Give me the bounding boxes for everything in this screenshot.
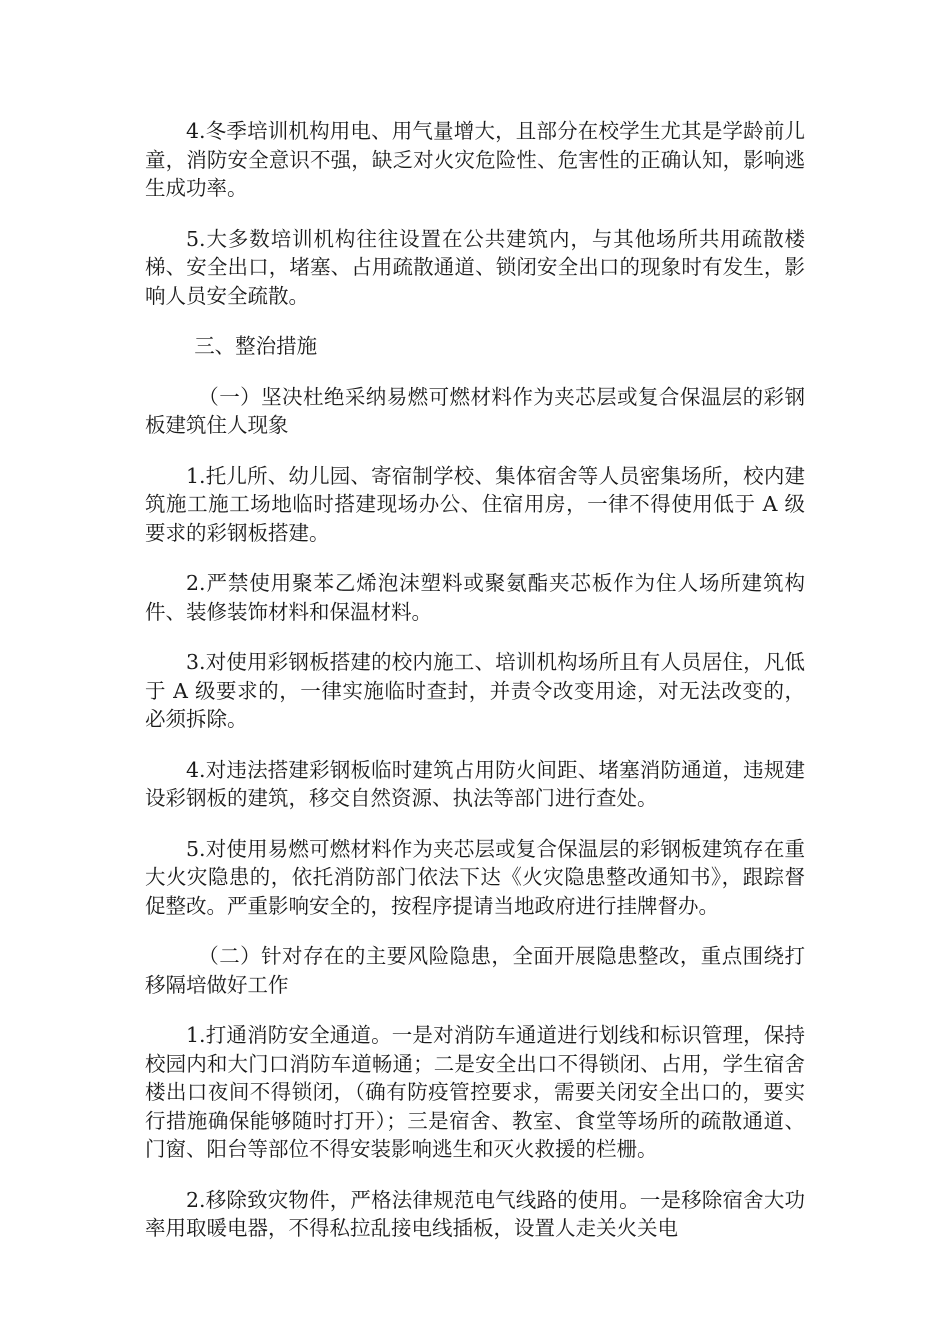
paragraph-measure-1-5: 5.对使用易燃可燃材料作为夹芯层或复合保温层的彩钢板建筑存在重大火灾隐患的，依托消防部门依法下达《火灾隐患整改通知书》，跟踪督促整改。严重影响安全的，按程序提请当地政府进行挂牌督办。 <box>145 836 805 918</box>
paragraph-measure-1-4: 4.对违法搭建彩钢板临时建筑占用防火间距、堵塞消防通道，违规建设彩钢板的建筑，移交自然资源、执法等部门进行查处。 <box>145 757 805 810</box>
subsection-heading-1: （一）坚决杜绝采纳易燃可燃材料作为夹芯层或复合保温层的彩钢板建筑住人现象 <box>145 384 805 437</box>
paragraph-public-building-evacuation: 5.大多数培训机构往往设置在公共建筑内，与其他场所共用疏散楼梯、安全出口，堵塞、占用疏散通道、锁闭安全出口的现象时有发生，影响人员安全疏散。 <box>145 226 805 308</box>
paragraph-measure-1-3: 3.对使用彩钢板搭建的校内施工、培训机构场所且有人员居住，凡低于 A 级要求的，一律实施临时查封，并责令改变用途，对无法改变的，必须拆除。 <box>145 650 805 731</box>
paragraph-measure-1-2: 2.严禁使用聚苯乙烯泡沫塑料或聚氨酯夹芯板作为住人场所建筑构件、装修装饰材料和保温材料。 <box>145 571 805 624</box>
paragraph-measure-2-2: 2.移除致灾物件，严格法律规范电气线路的使用。一是移除宿舍大功率用取暖电器，不得私拉乱接电线插板，设置人走关火关电 <box>145 1187 805 1240</box>
paragraph-measure-2-1: 1.打通消防安全通道。一是对消防车通道进行划线和标识管理，保持校园内和大门口消防车道畅通；二是安全出口不得锁闭、占用，学生宿舍楼出口夜间不得锁闭，（确有防疫管控要求，需要关闭安全出口的，要实行措施确保能够随时打开）；三是宿舍、教室、食堂等场所的疏散通道、门窗、阳台等部位不得安装影响逃生和灭火救援的栏栅。 <box>145 1023 805 1161</box>
document-body <box>145 117 805 1265</box>
paragraph-winter-training-risk: 4.冬季培训机构用电、用气量增大，且部分在校学生尤其是学龄前儿童，消防安全意识不强，缺乏对火灾危险性、危害性的正确认知，影响逃生成功率。 <box>145 119 805 200</box>
paragraph-measure-1-1: 1.托儿所、幼儿园、寄宿制学校、集体宿舍等人员密集场所，校内建筑施工施工场地临时搭建现场办公、住宿用房，一律不得使用低于 A 级要求的彩钢板搭建。 <box>145 463 805 545</box>
section-heading-measures: 三、整治措施 <box>194 334 318 358</box>
subsection-heading-2: （二）针对存在的主要风险隐患，全面开展隐患整改，重点围绕打移隔培做好工作 <box>145 944 805 997</box>
